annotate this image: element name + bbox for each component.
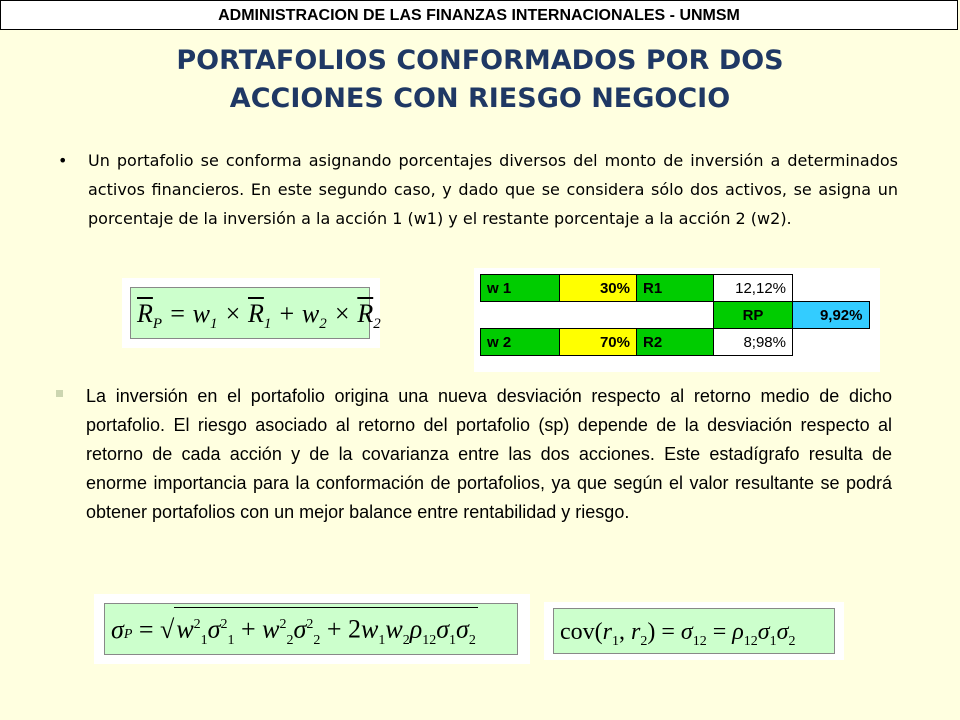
table-cell-empty (793, 329, 870, 356)
slide-title-line1: PORTAFOLIOS CONFORMADOS POR DOS (176, 45, 784, 76)
portfolio-return-formula (122, 278, 380, 348)
table-cell-w1-value: 30% (560, 275, 637, 302)
table-cell-empty (637, 302, 714, 329)
slide-title (90, 42, 870, 118)
table-row (481, 329, 870, 356)
bullet-marker: • (58, 151, 68, 170)
table-row (481, 302, 870, 329)
table-cell-rp-value: 9,92% (793, 302, 870, 329)
portfolio-table (480, 274, 870, 356)
table-cell-w2-label: w 2 (481, 329, 560, 356)
covariance-formula (544, 602, 844, 660)
table-cell-empty (560, 302, 637, 329)
portfolio-risk-formula (94, 594, 530, 664)
table-cell-rp-label: RP (714, 302, 793, 329)
table-cell-r1-value: 12,12% (714, 275, 793, 302)
formula-image: $\overline{R}_P = w_1 \times \overline{R}_1 + w_2 \times \overline{R}_2$ (130, 287, 370, 339)
portfolio-table-panel (474, 268, 880, 372)
table-cell-empty (793, 275, 870, 302)
header-bar (0, 0, 958, 30)
table-cell-w2-value: 70% (560, 329, 637, 356)
table-row (481, 275, 870, 302)
table-cell-empty (481, 302, 560, 329)
bullet-text-2: La inversión en el portafolio origina una nueva desviación respecto al retorno medio de dicho portafolio. El riesgo asociado al retorno del portafolio (sp) depende de la desviación respecto al retorno de cada acción y de la covarianza entre las dos acciones. Este estadígrafo resulta de enorme importancia para la conformación de portafolios, ya que según el valor resultante se podrá obtener portafolios con un mejor balance entre rentabilidad y riesgo. (86, 386, 892, 522)
bullet-marker-square (56, 390, 63, 397)
table-cell-r2-value: 8;98% (714, 329, 793, 356)
bullet-text-1: Un portafolio se conforma asignando porcentajes diversos del monto de inversión a determinados activos financieros. En este segundo caso, y dado que se considera sólo dos activos, se asigna un porcentaje de la inversión a la acción 1 (w1) y el restante porcentaje a la acción 2 (w2). (88, 151, 898, 228)
table-cell-r2-label: R2 (637, 329, 714, 356)
header-title: ADMINISTRACION DE LAS FINANZAS INTERNACIONALES - UNMSM (218, 7, 740, 24)
table-cell-r1-label: R1 (637, 275, 714, 302)
table-cell-w1-label: w 1 (481, 275, 560, 302)
formula-image: $\sigma P = √w^2_1\sigma^2_1 + w^2_2\sigma^2_2 + 2w_1w_2\rho_{12}\sigma_1\sigma_2$ (104, 603, 518, 655)
slide-title-line2: ACCIONES CON RIESGO NEGOCIO (229, 83, 731, 114)
formula-image: $cov(r_1$, $r_2) = \sigma_{12} = \rho_{12}\sigma_1\sigma_2$ (553, 608, 835, 654)
